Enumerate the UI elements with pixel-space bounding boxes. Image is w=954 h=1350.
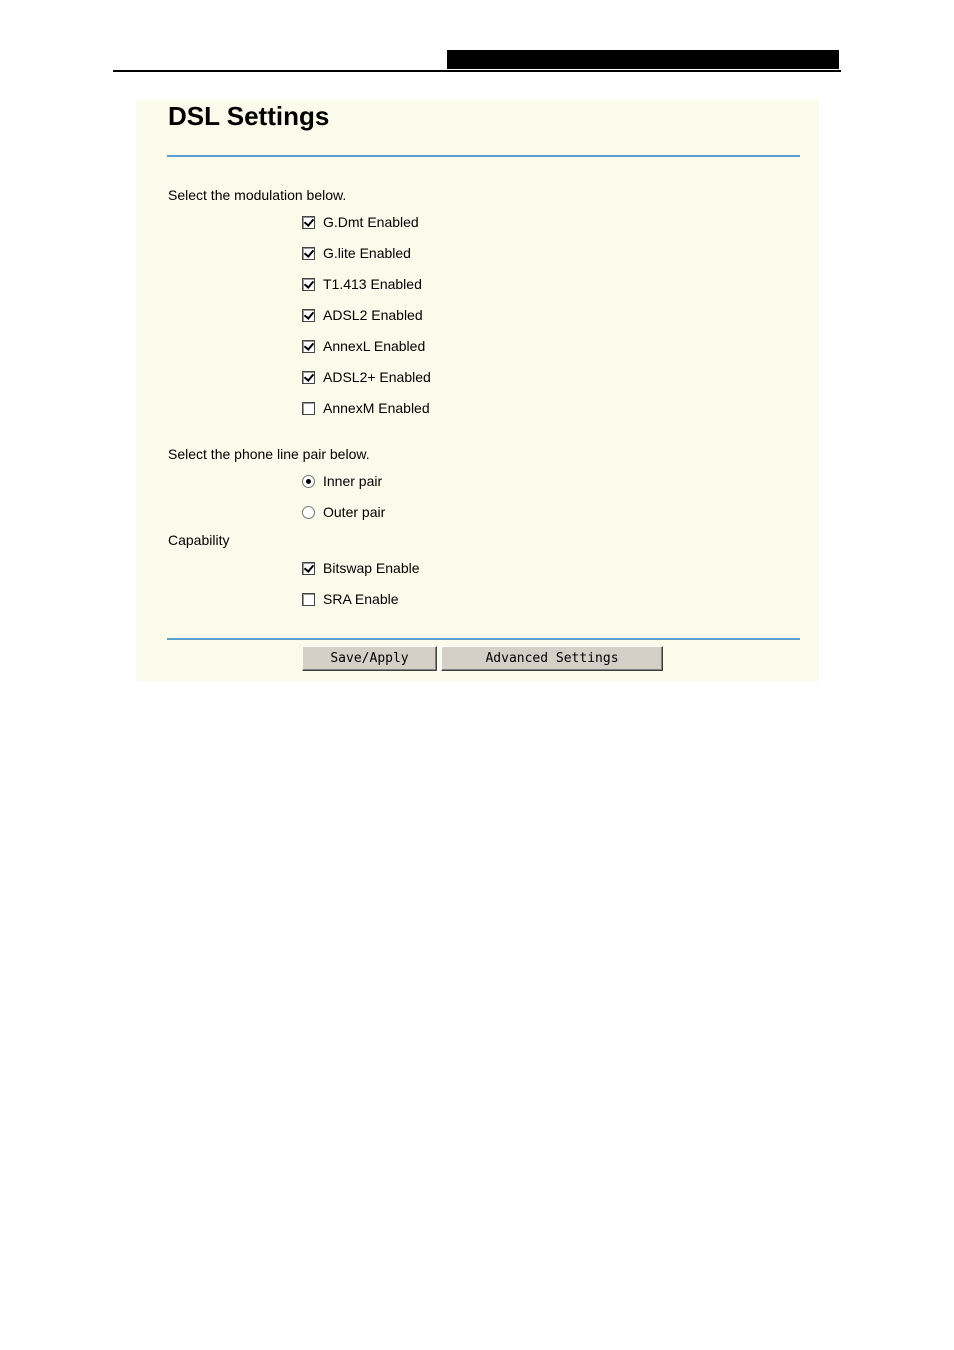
dsl-settings-panel bbox=[136, 100, 819, 681]
adsl2plus-label: ADSL2+ Enabled bbox=[323, 369, 431, 385]
annexm-checkbox-row[interactable] bbox=[302, 399, 430, 417]
modulation-prompt: Select the modulation below. bbox=[168, 187, 347, 203]
gdmt-checkbox[interactable] bbox=[302, 216, 315, 229]
inner-pair-radio-row[interactable] bbox=[302, 472, 382, 490]
outer-pair-radio-row[interactable] bbox=[302, 503, 385, 521]
capability-prompt: Capability bbox=[168, 532, 230, 548]
adsl2-checkbox-row[interactable] bbox=[302, 306, 423, 324]
adsl2-checkbox[interactable] bbox=[302, 309, 315, 322]
inner-pair-radio[interactable] bbox=[302, 475, 315, 488]
glite-checkbox[interactable] bbox=[302, 247, 315, 260]
header-rule bbox=[113, 70, 841, 72]
page-title: DSL Settings bbox=[168, 101, 330, 131]
gdmt-label: G.Dmt Enabled bbox=[323, 214, 419, 230]
inner-pair-label: Inner pair bbox=[323, 473, 383, 489]
phone-line-prompt: Select the phone line pair below. bbox=[168, 446, 370, 462]
adsl2plus-checkbox-row[interactable] bbox=[302, 368, 431, 386]
t1413-checkbox-row[interactable] bbox=[302, 275, 422, 293]
sra-checkbox[interactable] bbox=[302, 593, 315, 606]
t1413-checkbox[interactable] bbox=[302, 278, 315, 291]
footer-divider bbox=[167, 638, 800, 640]
t1413-label: T1.413 Enabled bbox=[323, 276, 422, 292]
annexl-label: AnnexL Enabled bbox=[323, 338, 426, 354]
outer-pair-label: Outer pair bbox=[323, 504, 386, 520]
save-apply-button[interactable]: Save/Apply bbox=[302, 646, 437, 671]
adsl2plus-checkbox[interactable] bbox=[302, 371, 315, 384]
annexm-label: AnnexM Enabled bbox=[323, 400, 430, 416]
sra-checkbox-row[interactable] bbox=[302, 590, 399, 608]
outer-pair-radio[interactable] bbox=[302, 506, 315, 519]
header-bar bbox=[447, 50, 839, 69]
bitswap-checkbox[interactable] bbox=[302, 562, 315, 575]
advanced-settings-button[interactable]: Advanced Settings bbox=[441, 646, 663, 671]
annexl-checkbox-row[interactable] bbox=[302, 337, 425, 355]
gdmt-checkbox-row[interactable] bbox=[302, 213, 419, 231]
annexm-checkbox[interactable] bbox=[302, 402, 315, 415]
adsl2-label: ADSL2 Enabled bbox=[323, 307, 423, 323]
bitswap-checkbox-row[interactable] bbox=[302, 559, 420, 577]
title-divider bbox=[167, 155, 800, 157]
annexl-checkbox[interactable] bbox=[302, 340, 315, 353]
sra-label: SRA Enable bbox=[323, 591, 399, 607]
bitswap-label: Bitswap Enable bbox=[323, 560, 420, 576]
glite-checkbox-row[interactable] bbox=[302, 244, 411, 262]
glite-label: G.lite Enabled bbox=[323, 245, 411, 261]
